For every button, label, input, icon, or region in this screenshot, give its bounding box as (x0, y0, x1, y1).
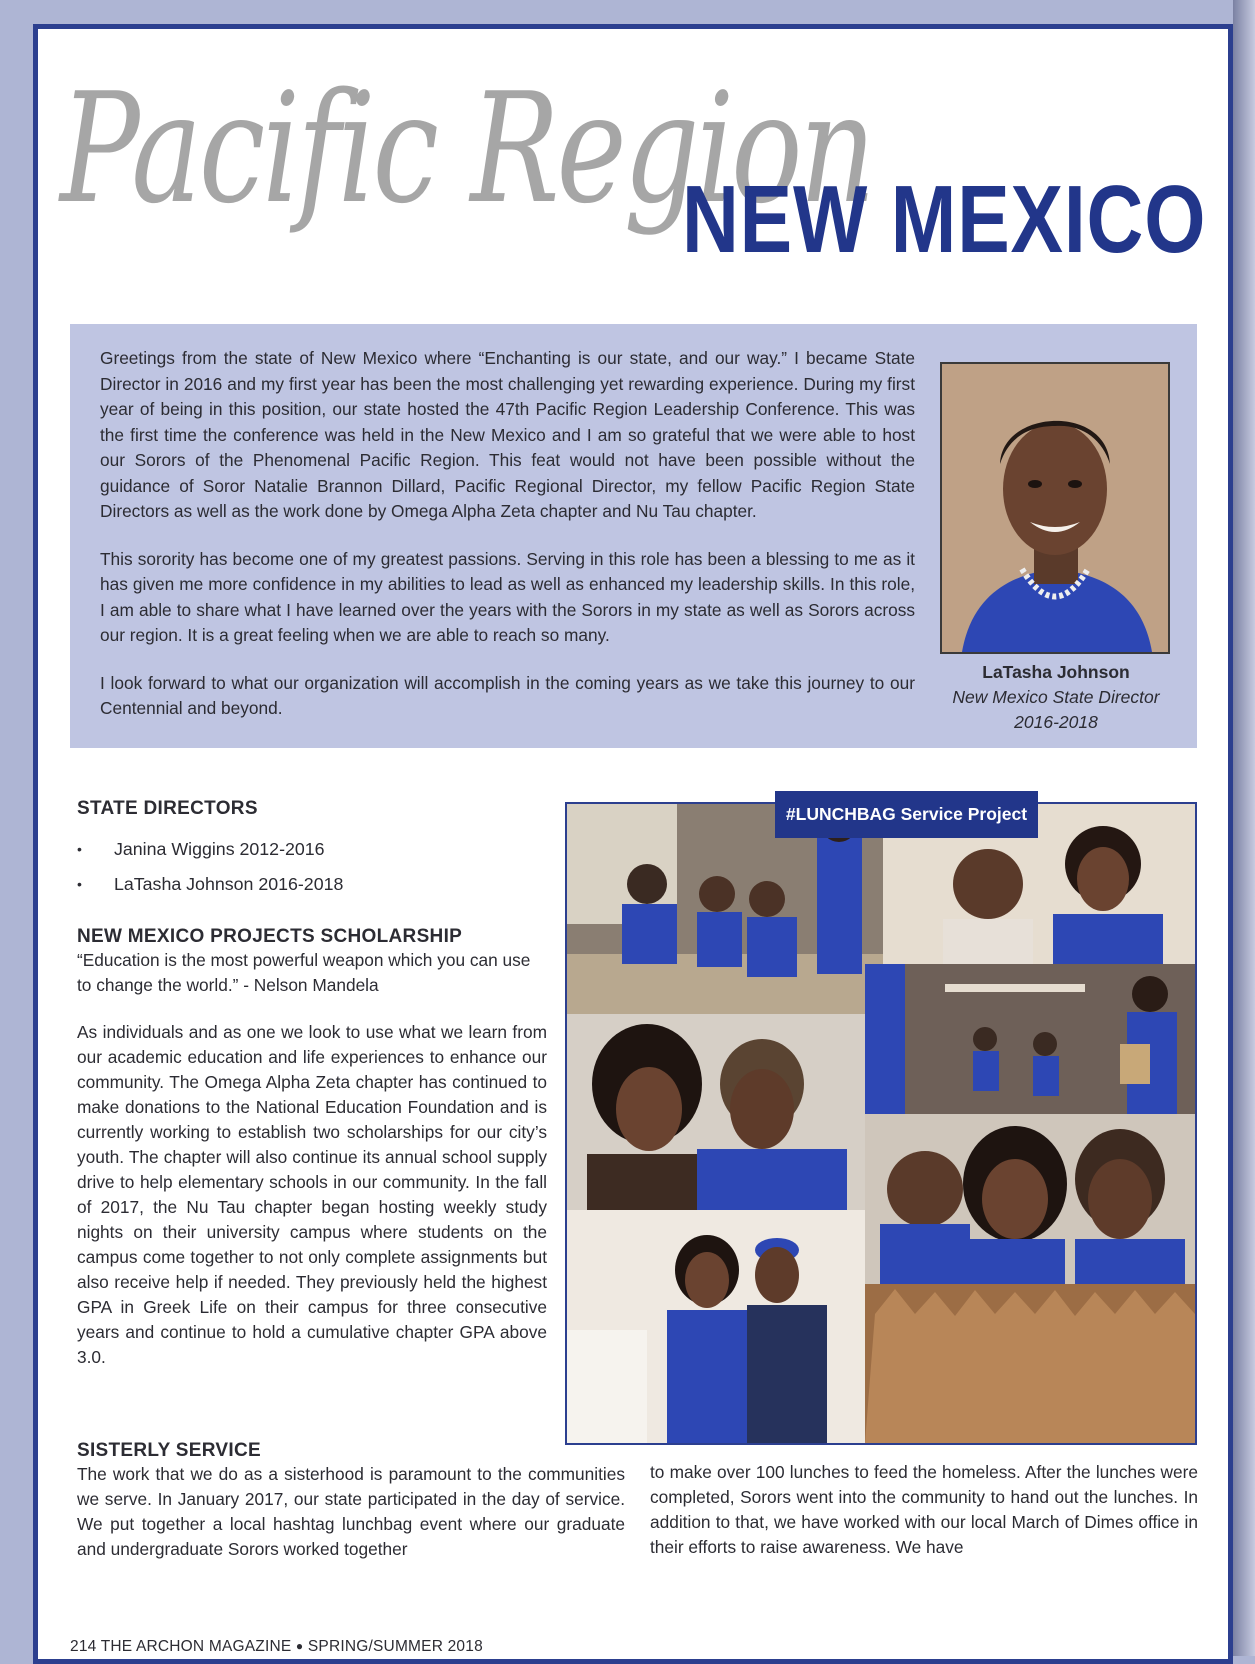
director-role: New Mexico State Director (952, 687, 1160, 707)
bullet-icon: ● (295, 1639, 304, 1653)
intro-paragraph: I look forward to what our organization will accomplish in the coming years as we take this journey to our Centennial and beyond. (100, 672, 915, 718)
portrait-caption (925, 660, 1187, 735)
page-edge-shadow (1233, 0, 1255, 1656)
sisterly-service-body-left: The work that we do as a sisterhood is paramount to the communities we serve. In January 2017, our state participated in the day of service. We put together a local hashtag lunchbag event where our graduate and undergraduate Sorors worked together (77, 1464, 625, 1559)
collage-photo (567, 1210, 865, 1443)
issue-name: SPRING/SUMMER 2018 (307, 1638, 483, 1655)
publication-name: THE ARCHON MAGAZINE (100, 1638, 292, 1655)
intro-text (100, 346, 915, 744)
director-years: 2016-2018 (1014, 712, 1098, 732)
sisterly-service-body-right: to make over 100 lunches to feed the homeless. After the lunches were completed, Sorors went into the community to hand out the lunches. In addition to that, we have worked with our local March of Dimes office in their efforts to raise awareness. We have (650, 1462, 1198, 1557)
state-title: NEW MEXICO (682, 166, 1207, 273)
list-item: • Janina Wiggins 2012-2016 (77, 832, 547, 867)
mandela-quote: “Education is the most powerful weapon which you can use to change the world.” - Nelson Mandela (77, 950, 531, 995)
lunchbag-tag-banner: #LUNCHBAG Service Project (775, 791, 1038, 838)
sisterly-service-heading: SISTERLY SERVICE (77, 1440, 261, 1461)
intro-paragraph: Greetings from the state of New Mexico where “Enchanting is our state, and our way.” I became State Director in 2016 and my first year has been the most challenging yet rewarding experience. During my first year of being in this position, our state hosted the 47th Pacific Region Leadership Conference. This was the first time the conference was held in the New Mexico and I am so grateful that we were able to host our Sorors of the Phenomenal Pacific Region. This feat would not have been possible without the guidance of Soror Natalie Brannon Dillard, Pacific Regional Director, my fellow Pacific Region State Directors as well as the work done by Omega Alpha Zeta chapter and Nu Tau chapter. (100, 348, 915, 521)
collage-photo-art (567, 1014, 865, 1210)
scholarship-heading: NEW MEXICO PROJECTS SCHOLARSHIP (77, 926, 463, 947)
collage-photo-art (865, 1114, 1195, 1443)
collage-photo (865, 1114, 1195, 1443)
portrait-photo (942, 364, 1168, 652)
list-item: • LaTasha Johnson 2016-2018 (77, 867, 547, 902)
lunchbag-photo-collage (565, 802, 1197, 1445)
director-name: LaTasha Johnson (982, 662, 1130, 682)
region-script-title: Pacific Region (60, 60, 873, 237)
sisterly-service-left (77, 1440, 625, 1562)
intro-paragraph: This sorority has become one of my greatest passions. Serving in this role has been a blessing to me as it has given me more confidence in my abilities to lead as well as enhanced my leadership skills. In this role, I am able to share what I have learned over the years with the Sorors in my state as well as Sorors across our region. It is a great feeling when we are able to reach so many. (100, 548, 915, 645)
page-number: 214 (70, 1638, 97, 1655)
left-column (77, 798, 547, 1370)
state-director-portrait (940, 362, 1170, 654)
scholarship-body: As individuals and as one we look to use what we learn from our academic education and life experiences to enhance our community. The Omega Alpha Zeta chapter has continued to make donations to the National Education Foundation and is currently working to establish two scholarships for our city’s youth. The chapter will also continue its annual school supply drive to help elementary schools in our community. In the fall of 2017, the Nu Tau chapter began hosting weekly study nights on their university campus where students on the campus come together to not only complete assignments but also receive help if needed. They previously held the highest GPA in Greek Life on their campus for three consecutive years and continue to hold a cumulative chapter GPA above 3.0. (77, 1022, 547, 1367)
state-directors-list (77, 832, 547, 902)
page-footer (70, 1638, 483, 1656)
collage-photo-art (865, 964, 1195, 1114)
collage-photo (865, 964, 1195, 1114)
collage-photo (567, 1014, 865, 1210)
collage-photo-art (567, 1210, 865, 1443)
state-directors-heading: STATE DIRECTORS (77, 798, 258, 819)
